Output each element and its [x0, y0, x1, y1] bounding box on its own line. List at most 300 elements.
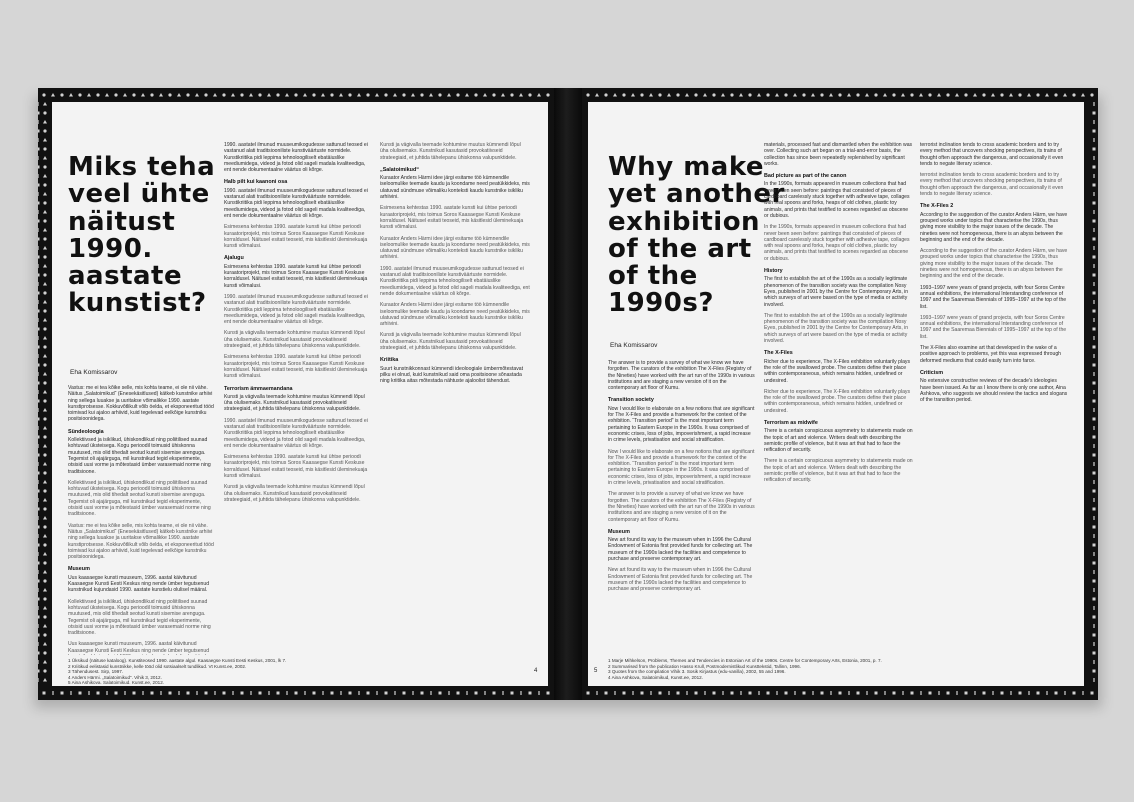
border-ornament: [38, 264, 39, 268]
border-ornament: [38, 462, 39, 466]
border-ornament: [38, 570, 39, 574]
border-ornament: [268, 691, 269, 695]
border-ornament: [650, 691, 651, 695]
border-ornament: [1093, 192, 1094, 196]
border-ornament: [43, 462, 47, 466]
section-heading: Halb pilt kui kaanoni osa: [224, 179, 288, 186]
left-column-2: [224, 142, 372, 655]
paragraph: Kuraator Anders Härmi idee järgi esitame töö kümnendile iseloomulike teemade kaudu ja koondame need peatükkideks, mis ulatuvad sündmuse võimaliku konteksti kaudu kunstnike isikliku arhiivini.: [380, 302, 530, 328]
paragraph: terrorist inclination tends to cross academic borders and to try every method that uncovers shocking perspectives, its trains of thought often approach the dangerous, and occasionally it even tends to negate literary science.: [920, 142, 1064, 167]
right-page-title: Why make yet another exhibition of the art of the 1990s?: [608, 152, 785, 319]
border-ornament: [88, 691, 89, 695]
border-ornament: [115, 692, 118, 695]
footnote: 2 Summarised from the publication Hasso Krull, Postmodernistlikud Kunsttekstid, Tallinn, 1996.: [608, 663, 801, 669]
border-ornament: [1093, 210, 1094, 214]
paragraph: 1993–1997 were years of grand projects, with four Soros Centre annual exhibitions, the international Interstanding conference of 1997 and the Saaremaa Biennials of 1995–1997 at the top of the list.: [920, 314, 1067, 340]
footnote: 3 Tähendusest. Sirp, 1997.: [68, 669, 124, 675]
footnote: 5 Aina Ashikova. Salatoimikud. Kunst.ee, 2012.: [68, 680, 165, 686]
border-ornament: [43, 102, 47, 106]
border-ornament: [1093, 660, 1094, 664]
border-ornament: [38, 480, 39, 484]
border-ornament: [43, 336, 47, 340]
border-ornament: [839, 692, 842, 695]
paragraph: Kuraator Anders Härmi idee järgi esitame töö kümnendile iseloomulike teemade kaudu ja koondame need peatükkideks, mis ulatuvad sündmuse võimaliku konteksti kaudu kunstnike isikliku arhiivini.: [380, 235, 530, 261]
border-ornament: [848, 691, 849, 695]
border-ornament: [1093, 166, 1096, 169]
border-ornament: [1093, 138, 1094, 142]
border-ornament: [366, 93, 369, 96]
border-ornament: [38, 436, 40, 439]
border-ornament: [43, 489, 46, 492]
border-ornament: [1093, 112, 1096, 115]
border-ornament: [439, 692, 442, 695]
paragraph: Kunsti ja vägivalla teemade kohtumine muutus kümnendi lõpul üha olulisemaks. Kunstnikud kasutasid provokatiivseid strateegiaid, et juhtida tähelepanu ühiskonna valupunktidele.: [224, 330, 365, 350]
border-ornament: [776, 691, 777, 695]
border-ornament: [595, 93, 599, 97]
border-ornament: [1093, 570, 1094, 574]
border-ornament: [43, 156, 47, 160]
border-ornament: [1093, 120, 1094, 124]
border-ornament: [586, 93, 589, 96]
border-ornament: [501, 93, 505, 97]
border-ornament: [43, 273, 46, 276]
border-ornament: [38, 642, 39, 646]
border-ornament: [874, 93, 877, 96]
border-ornament: [232, 691, 233, 695]
paragraph: 1990. aastatel ilmunud muuseumikogudesse sattunud teosed ei vastanud alati traditsiooniliste kunstiväärtuste normidele. Kunstikriitika pidi leppima tehnoloogiliselt ebatäiuslike meediumidega, videod ja fotod olid sageli madala kvaliteediga, ent nende dokumentaalne väärtus oli kõrge.: [224, 293, 368, 326]
border-ornament: [43, 417, 46, 420]
border-ornament: [38, 382, 40, 385]
paragraph: Kunsti ja vägivalla teemade kohtumine muutus kümnendi lõpul üha olulisemaks. Kunstnikud kasutasid provokatiivseid strateegiaid, et juhtida tähelepanu ühiskonna valupunktidele.: [380, 142, 521, 161]
border-ornament: [1093, 670, 1096, 673]
border-ornament: [43, 588, 47, 592]
border-ornament: [658, 93, 661, 96]
border-ornament: [38, 328, 40, 331]
border-ornament: [1093, 534, 1094, 538]
paragraph: Kollektiivsed ja isiklikud, ühiskondlikud ning poliitilised suunad kohtuvad üksteisega. Kogu perioodil toimusid ühiskonna muutused, mis olid tihedalt seotud kunsti sisemise arenguga. Tegemist oli ajajärguga, mil kunstnikud tegid eksperimente, otsisid uusi vorme ja mõtestasid ümber varasemaid norme ning traditsioone.: [68, 437, 211, 475]
paragraph: There is a certain conspicuous asymmetry to statements made on the topic of art and violence. Writers dealt with describing the semiotic profile of violence, but it was art that had to face the reification of security.: [764, 458, 913, 484]
border-ornament: [511, 692, 514, 695]
border-ornament: [43, 444, 47, 448]
border-ornament: [892, 93, 895, 96]
border-ornament: [965, 692, 968, 695]
border-ornament: [1055, 692, 1058, 695]
right-page: [582, 88, 1098, 700]
border-ornament: [38, 490, 40, 493]
border-ornament: [1093, 292, 1096, 295]
border-ornament: [475, 692, 478, 695]
border-ornament: [547, 692, 550, 695]
border-ornament: [43, 561, 46, 564]
border-ornament: [766, 93, 769, 96]
border-ornament: [1093, 220, 1096, 223]
border-ornament: [38, 544, 40, 547]
border-ornament: [141, 93, 145, 97]
border-ornament: [294, 93, 297, 96]
border-ornament: [829, 93, 833, 97]
border-ornament: [43, 597, 46, 600]
border-ornament: [114, 93, 117, 96]
border-ornament: [43, 318, 47, 322]
right-column-2: [764, 142, 914, 655]
border-ornament: [493, 692, 496, 695]
left-page: [38, 88, 554, 700]
border-ornament: [186, 93, 189, 96]
border-ornament: [1093, 490, 1096, 493]
section-heading: Bad picture as part of the canon: [764, 173, 847, 180]
border-ornament: [622, 93, 625, 96]
border-ornament: [69, 93, 73, 97]
border-ornament: [1093, 202, 1096, 205]
border-ornament: [1093, 652, 1096, 655]
border-ornament: [43, 237, 46, 240]
border-ornament: [43, 345, 46, 348]
border-ornament: [178, 691, 179, 695]
border-ornament: [613, 93, 617, 97]
paragraph: According to the suggestion of the curator Anders Härm, we have grouped works under topics that characterise the 1990s, thus giving more visibility to the major issues of the decade. The nineties were not homogeneous, there is an abyss between the beginning and the end of the decade.: [920, 211, 1068, 243]
border-ornament: [820, 93, 823, 96]
border-ornament: [42, 93, 45, 96]
right-footnotes: [608, 658, 1068, 680]
border-ornament: [937, 93, 941, 97]
border-ornament: [38, 508, 40, 511]
paragraph: Vastus: me ei tea kõike selle, mis kohta teame, ei ole nii vähe. Näitus „Salatoimikud“ (Enesekäsitlused) kätkeb kunstnike arhiivi ning sellega luuakse ja uuritakse võimalikke 1990. aastate kunstiprotsesse. Kokkuvõtlikult võib öelda, et eksponeeritud tööd toimivad kui ajaloo arhiivid, kuid tegelevad eelkõige kunstniku positsioonidega.: [68, 385, 214, 423]
border-ornament: [856, 93, 859, 96]
border-ornament: [38, 228, 39, 232]
border-ornament: [38, 364, 40, 367]
border-ornament: [160, 691, 161, 695]
border-ornament: [730, 93, 733, 96]
border-ornament: [537, 93, 541, 97]
border-ornament: [695, 692, 698, 695]
section-heading: Museum: [608, 528, 630, 535]
border-ornament: [1009, 93, 1013, 97]
paragraph: Suurt kunstnikkonnast kümnendi ideoloogiale ümbermõtestavat pilku ei olnud, kuid kunstnikud said oma positsioone sõnastada ning kriitika aitas mõtestada nähtuste ajaloolist tähendust.: [380, 365, 523, 385]
border-ornament: [106, 691, 107, 695]
border-ornament: [169, 692, 172, 695]
border-ornament: [43, 471, 46, 474]
border-ornament: [43, 111, 46, 114]
border-ornament: [438, 93, 441, 96]
border-ornament: [177, 93, 181, 97]
border-ornament: [43, 534, 47, 538]
border-ornament: [722, 691, 723, 695]
border-ornament: [982, 93, 985, 96]
border-ornament: [38, 426, 39, 430]
border-ornament: [649, 93, 653, 97]
right-column-3: [920, 142, 1068, 655]
border-ornament: [1027, 93, 1031, 97]
border-ornament: [196, 691, 197, 695]
border-ornament: [38, 400, 40, 403]
border-ornament: [1010, 691, 1011, 695]
left-page-title: Miks teha veel ühte näitust 1990. aastate kunstist?: [68, 152, 216, 319]
border-ornament: [1093, 552, 1094, 556]
border-ornament: [1093, 400, 1096, 403]
border-ornament: [38, 310, 40, 313]
border-ornament: [748, 93, 751, 96]
border-ornament: [875, 692, 878, 695]
border-ornament: [465, 93, 469, 97]
border-ornament: [1093, 184, 1096, 187]
section-heading: „Salatoimikud“: [380, 166, 419, 173]
border-ornament: [703, 93, 707, 97]
footnote: 2 Kriitikud eelistasid kunstnikke, kelle tööd olid sotsiaalselt tundlikud. Vt Kunst.ee, 2002.: [68, 663, 247, 669]
paragraph: New art found its way to the museum when in 1996 the Cultural Endowment of Estonia first provided funds for collecting art. The museum of the 1990s lacked the facilities and competence to purchase and preserve contemporary art.: [608, 567, 753, 593]
spine-gutter: [554, 88, 582, 700]
border-ornament: [38, 678, 39, 682]
border-ornament: [168, 93, 171, 96]
border-ornament: [43, 255, 46, 258]
border-ornament: [38, 498, 39, 502]
border-ornament: [43, 354, 47, 358]
border-ornament: [946, 93, 949, 96]
border-ornament: [474, 93, 477, 96]
border-ornament: [38, 112, 40, 115]
border-ornament: [43, 624, 47, 628]
border-ornament: [43, 507, 46, 510]
border-ornament: [43, 692, 46, 695]
border-ornament: [133, 692, 136, 695]
border-ornament: [538, 691, 539, 695]
border-ornament: [947, 692, 950, 695]
border-ornament: [38, 210, 39, 214]
border-ornament: [685, 93, 689, 97]
border-ornament: [195, 93, 199, 97]
border-ornament: [340, 691, 341, 695]
border-ornament: [1093, 642, 1094, 646]
border-ornament: [919, 93, 923, 97]
border-ornament: [43, 390, 47, 394]
border-ornament: [1001, 692, 1004, 695]
border-ornament: [866, 691, 867, 695]
border-ornament: [659, 692, 662, 695]
border-ornament: [605, 692, 608, 695]
border-ornament: [214, 691, 215, 695]
border-ornament: [241, 692, 244, 695]
border-ornament: [1093, 606, 1094, 610]
border-ornament: [38, 372, 39, 376]
paragraph: Uus kaasaegse kunsti muuseum, 1996. aastal käivitunud Kaasaegse Kunsti Eesti Keskus ning nende ümber tegutsenud: [68, 641, 210, 654]
border-ornament: [43, 408, 47, 412]
paragraph: 1993–1997 were years of grand projects, with four Soros Centre annual exhibitions, the international Interstanding conference of 1997 and the Saaremaa Biennials of 1995–1997 at the top of the list.: [920, 284, 1067, 310]
border-ornament: [277, 692, 280, 695]
section-heading: Sündeoloogia: [68, 428, 104, 435]
border-ornament: [43, 606, 47, 610]
border-ornament: [38, 408, 39, 412]
border-ornament: [402, 93, 405, 96]
paragraph: Richer due to experience, The X-Files exhibition voluntarily plays the role of the swallowed probe. The curators define their place within contemporaneous, which remains hidden, undefined or undesired.: [764, 358, 910, 384]
paragraph: New art found its way to the museum when in 1996 the Cultural Endowment of Estonia first provided funds for collecting art. The museum of the 1990s lacked the facilities and competence to purchase and preserve contemporary art.: [608, 537, 753, 563]
border-ornament: [385, 692, 388, 695]
border-ornament: [519, 93, 523, 97]
border-ornament: [448, 691, 449, 695]
border-ornament: [893, 692, 896, 695]
border-ornament: [43, 480, 47, 484]
border-ornament: [991, 93, 995, 97]
border-ornament: [1093, 156, 1094, 160]
left-column-3: [380, 142, 530, 655]
border-ornament: [631, 93, 635, 97]
border-ornament: [43, 633, 46, 636]
border-ornament: [857, 692, 860, 695]
border-ornament: [43, 309, 46, 312]
border-ornament: [312, 93, 315, 96]
border-ornament: [105, 93, 109, 97]
border-ornament: [1093, 390, 1094, 394]
border-ornament: [1093, 426, 1094, 430]
border-ornament: [830, 691, 831, 695]
paragraph: Uus kaasaegse kunsti muuseum, 1996. aastal käivitunud Kaasaegse Kunsti Eesti Keskus ning nende ümber tegutsenud kunstnikud kujundasid 1990. aastate kunstielu olulisel määral.: [68, 574, 210, 594]
border-ornament: [1073, 692, 1076, 695]
paragraph: The answer is to provide a survey of what we know we have forgotten. The curators of the exhibition The X-Files (Registry of the Nineties) have worked with the art run of the 1990s in various institutions and are staging a new version of it on the contemporary art floor of Kumu.: [608, 360, 755, 392]
border-ornament: [767, 692, 770, 695]
border-ornament: [1093, 228, 1094, 232]
border-ornament: [322, 691, 323, 695]
border-ornament: [38, 526, 40, 529]
border-ornament: [70, 691, 71, 695]
border-ornament: [928, 93, 931, 96]
border-ornament: [484, 691, 485, 695]
border-ornament: [1054, 93, 1057, 96]
border-ornament: [51, 93, 55, 97]
border-ornament: [78, 93, 81, 96]
border-ornament: [132, 93, 135, 96]
paragraph: Kunsti ja vägivalla teemade kohtumine muutus kümnendi lõpul üha olulisemaks. Kunstnikud kasutasid provokatiivseid strateegiaid, et juhtida tähelepanu ühiskonna valupunktidele.: [380, 332, 521, 352]
border-ornament: [1093, 336, 1094, 340]
border-ornament: [847, 93, 851, 97]
section-heading: Terrorism ämmaemandana: [224, 385, 293, 392]
border-ornament: [641, 692, 644, 695]
border-ornament: [204, 93, 207, 96]
border-ornament: [38, 318, 39, 322]
paragraph: Richer due to experience, The X-Files exhibition voluntarily plays the role of the swallowed probe. The curators define their place within contemporaneous, which remains hidden, undefined or undesired.: [764, 388, 910, 414]
paragraph: No extensive constructive reviews of the decade's ideologies have been issued. As far as I know there is only one author, Aina Ashkova, who suggests we should review the tactics and slogans of the transition period.: [920, 378, 1068, 404]
border-ornament: [802, 93, 805, 96]
border-ornament: [920, 691, 921, 695]
border-ornament: [43, 192, 47, 196]
border-ornament: [43, 570, 47, 574]
left-page-paper: [52, 102, 548, 686]
border-ornament: [1064, 691, 1065, 695]
border-ornament: [457, 692, 460, 695]
border-ornament: [955, 93, 959, 97]
border-ornament: [456, 93, 459, 96]
border-ornament: [713, 692, 716, 695]
border-ornament: [1093, 372, 1094, 376]
border-ornament: [43, 291, 46, 294]
border-ornament: [258, 93, 261, 96]
left-page-author: Eha Komissarov: [70, 369, 118, 376]
border-ornament: [43, 426, 47, 430]
border-ornament: [510, 93, 513, 96]
border-ornament: [43, 678, 47, 682]
border-ornament: [694, 93, 697, 96]
border-ornament: [43, 327, 46, 330]
border-ornament: [267, 93, 271, 97]
paragraph: Kuraator Anders Härmi idee järgi esitame töö kümnendile iseloomulike teemade kaudu ja koondame need peatükkideks, mis ulatuvad sündmuse võimaliku konteksti kaudu kunstnike isikliku arhiivini.: [380, 175, 530, 201]
border-ornament: [1093, 274, 1096, 277]
border-ornament: [205, 692, 208, 695]
border-ornament: [1093, 454, 1096, 457]
border-ornament: [865, 93, 869, 97]
border-ornament: [529, 692, 532, 695]
border-ornament: [447, 93, 451, 97]
border-ornament: [276, 93, 279, 96]
border-ornament: [43, 264, 47, 268]
border-ornament: [901, 93, 905, 97]
left-footnotes: [68, 658, 528, 686]
border-ornament: [97, 692, 100, 695]
border-ornament: [330, 93, 333, 96]
border-ornament: [1093, 264, 1094, 268]
border-ornament: [96, 93, 99, 96]
border-ornament: [348, 93, 351, 96]
paragraph: Esimesena kehtestas 1990. aastate kunsti kui ühtse perioodi kuraatoriprojekt, mis toimus Soros Kaasaegse Kunsti Keskuse korraldusel. Näitusel esitati teoseid, mis käsitlesid üleminekuaja kunsti võimalusi.: [224, 224, 368, 250]
border-ornament: [784, 93, 787, 96]
border-ornament: [285, 93, 289, 97]
border-ornament: [38, 454, 40, 457]
section-heading: Transition society: [608, 397, 654, 404]
border-ornament: [803, 692, 806, 695]
border-ornament: [1093, 418, 1096, 421]
border-ornament: [321, 93, 325, 97]
border-ornament: [38, 390, 39, 394]
border-ornament: [393, 93, 397, 97]
border-ornament: [38, 444, 39, 448]
border-ornament: [123, 93, 127, 97]
border-ornament: [151, 692, 154, 695]
border-ornament: [38, 192, 39, 196]
section-heading: Criticism: [920, 369, 944, 376]
border-ornament: [43, 579, 46, 582]
border-ornament: [757, 93, 761, 97]
border-ornament: [187, 692, 190, 695]
border-ornament: [1091, 692, 1094, 695]
border-ornament: [331, 692, 334, 695]
section-heading: Terrorism as midwife: [764, 419, 818, 426]
border-ornament: [159, 93, 163, 97]
border-ornament: [910, 93, 913, 96]
border-ornament: [339, 93, 343, 97]
border-ornament: [38, 174, 39, 178]
border-ornament: [793, 93, 797, 97]
border-ornament: [38, 516, 39, 520]
footnote: 1 Marje Mihkelson, Problems, Themes and Tendencies in Estonian Art of the 1990s. Centre for Contemporary Arts, Estonia, 2001, p. 7.: [608, 658, 882, 663]
border-ornament: [883, 93, 887, 97]
border-ornament: [38, 300, 39, 304]
border-ornament: [38, 562, 40, 565]
border-ornament: [43, 399, 46, 402]
border-ornament: [430, 691, 431, 695]
border-ornament: [667, 93, 671, 97]
border-ornament: [79, 692, 82, 695]
border-ornament: [1093, 516, 1094, 520]
border-ornament: [52, 691, 53, 695]
border-ornament: [38, 184, 40, 187]
border-ornament: [964, 93, 967, 96]
border-ornament: [1093, 102, 1094, 106]
border-ornament: [704, 691, 705, 695]
border-ornament: [38, 156, 39, 160]
border-ornament: [587, 692, 590, 695]
border-ornament: [222, 93, 225, 96]
paragraph: In the 1990s, formats appeared in museum collections that had never been seen before: paintings that consisted of pieces of cardboard carelessly stuck together with adhesive tape, collages with real spoons and forks, heaps of old clothes, plastic toy animals, and prints that testified to scenes regarded as obscene or dubious.: [764, 181, 910, 219]
border-ornament: [983, 692, 986, 695]
left-column-1: [68, 385, 216, 655]
border-ornament: [758, 691, 759, 695]
border-ornament: [812, 691, 813, 695]
